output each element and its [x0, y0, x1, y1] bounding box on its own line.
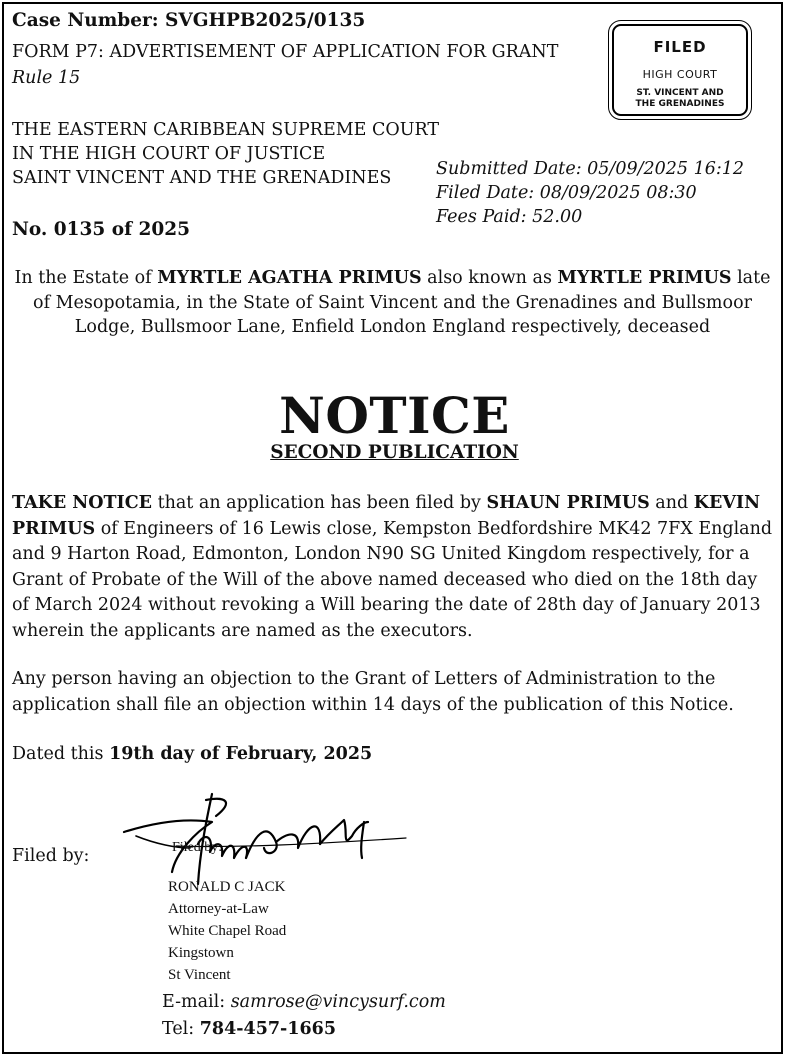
attorney-address: White Chapel Road — [168, 923, 287, 939]
paragraph-text: and — [649, 493, 694, 513]
attorney-stamp-label: Filed by: — [172, 840, 223, 855]
court-line: IN THE HIGH COURT OF JUSTICE — [12, 144, 326, 164]
filing-details — [436, 157, 744, 229]
deceased-alias: MYRTLE PRIMUS — [557, 268, 732, 288]
filed-by-label: Filed by: — [12, 846, 90, 866]
dated-prefix: Dated this — [12, 744, 110, 764]
email-line — [162, 992, 446, 1012]
case-number: Case Number: SVGHPB2025/0135 — [12, 10, 366, 31]
notice-heading: NOTICE — [279, 386, 510, 445]
applicant-name: KEVIN PRIMUS — [12, 493, 761, 539]
paragraph-text: of Engineers of 16 Lewis close, Kempston Bedfordshire MK42 7FX England and 9 Harton Road, Edmonton, London N90 SG United Kingdom respectively, for a Grant of Probate of the Will of the above named deceased who died on the 18th day of March 2024 without revoking a Will bearing the date of 28th day of January 2013 wherein the applicants are named as the executors. — [12, 518, 773, 641]
tel-line — [162, 1019, 336, 1039]
paragraph-text: that an application has been filed by — [152, 493, 487, 513]
estate-rest: late of Mesopotamia, in the State of Saint Vincent and the Grenadines and Bullsmoor Lodge, Bullsmoor Lane, Enfield London England respectively, deceased — [33, 268, 771, 337]
stamp-filed-text: FILED — [653, 38, 707, 56]
attorney-title: Attorney-at-Law — [168, 901, 269, 917]
form-title: FORM P7: ADVERTISEMENT OF APPLICATION FOR GRANT — [12, 42, 559, 62]
applicant-name: SHAUN PRIMUS — [486, 493, 650, 513]
estate-aka: also known as — [421, 268, 558, 288]
court-line: SAINT VINCENT AND THE GRENADINES — [12, 168, 392, 188]
notice-document — [2, 2, 783, 1054]
deceased-name: MYRTLE AGATHA PRIMUS — [157, 268, 422, 288]
stamp-place-text — [614, 88, 746, 110]
take-notice-lead: TAKE NOTICE — [12, 493, 152, 513]
rule-reference: Rule 15 — [12, 68, 81, 88]
publication-label: SECOND PUBLICATION — [270, 442, 519, 463]
estate-paragraph — [14, 266, 771, 340]
email-address: samrose@vincysurf.com — [230, 992, 446, 1012]
stamp-court-text: HIGH COURT — [642, 68, 718, 81]
objection-paragraph: Any person having an objection to the Grant of Letters of Administration to the application shall file an objection within 14 days of the publication of this Notice. — [12, 669, 734, 715]
case-no: No. 0135 of 2025 — [12, 219, 190, 240]
court-line: THE EASTERN CARIBBEAN SUPREME COURT — [12, 120, 440, 140]
email-label: E-mail: — [162, 992, 231, 1012]
take-notice-paragraph — [12, 491, 776, 644]
attorney-block — [168, 876, 286, 986]
fees-paid: Fees Paid: 52.00 — [436, 207, 583, 227]
dated-date: 19th day of February, 2025 — [109, 744, 373, 764]
stamp-place-line: THE GRENADINES — [635, 99, 725, 109]
court-heading — [12, 118, 439, 190]
attorney-name: RONALD C JACK — [168, 879, 286, 895]
dated-line — [12, 744, 372, 764]
attorney-address: St Vincent — [168, 967, 231, 983]
filed-date: Filed Date: 08/09/2025 08:30 — [436, 183, 697, 203]
attorney-address: Kingstown — [168, 945, 234, 961]
filed-stamp — [612, 24, 748, 116]
estate-prefix: In the Estate of — [14, 268, 158, 288]
stamp-place-line: ST. VINCENT AND — [636, 88, 724, 98]
tel-label: Tel: — [162, 1019, 200, 1039]
submitted-date: Submitted Date: 05/09/2025 16:12 — [436, 159, 745, 179]
tel-number: 784-457-1665 — [199, 1019, 337, 1039]
